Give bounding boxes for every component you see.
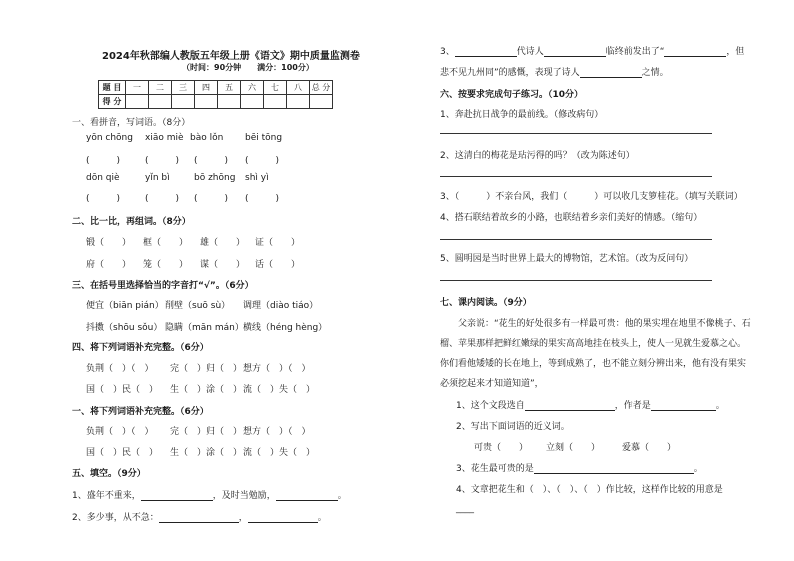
score-header-cell: 题 目 <box>99 81 126 95</box>
r-text: 3、 <box>440 47 455 57</box>
q2-item[interactable]: 锻（ ） <box>86 238 132 248</box>
q1-pinyin: bō zhōng <box>194 173 236 183</box>
score-input-cell[interactable] <box>149 95 172 109</box>
r-q1 <box>456 398 725 411</box>
q1-heading: 一、看拼音，写词语。（8分） <box>72 118 191 128</box>
q2-item[interactable]: 雄（ ） <box>200 238 246 248</box>
q4-heading: 四、将下列词语补充完整。（6分） <box>72 343 209 353</box>
r-text: 临终前发出了“ <box>605 47 665 57</box>
score-table-score-row <box>99 95 333 109</box>
q1-pinyin: bào lǒn <box>190 133 224 143</box>
r-text: 。 <box>715 401 725 411</box>
score-row-label: 得 分 <box>99 95 126 109</box>
q6-blank[interactable] <box>159 513 239 523</box>
sec6-item: 2、这清白的梅花是玷污得的吗？（改为陈述句） <box>440 151 635 161</box>
q2-item[interactable]: 笼（ ） <box>143 260 189 270</box>
score-header-cell: 二 <box>149 81 172 95</box>
score-header-cell: 八 <box>287 81 310 95</box>
sec6-item: 1、奔赴抗日战争的最前线。（修改病句） <box>440 110 604 120</box>
passage-line: 必须挖起来才知道知道”， <box>440 379 544 389</box>
q6-blank[interactable] <box>248 513 318 523</box>
q5-item[interactable]: 国（ ）民（ ） <box>86 448 159 458</box>
r-q3 <box>456 461 703 474</box>
score-input-cell[interactable] <box>218 95 241 109</box>
score-input-cell[interactable] <box>172 95 195 109</box>
q1-answer-blank[interactable]: ( ) <box>145 156 180 166</box>
sec6-heading: 六、按要求完成句子练习。（10分） <box>440 90 584 100</box>
q4-item[interactable]: 生（ ）涂（ ） <box>170 385 243 395</box>
sec7-heading: 七、课内阅读。（9分） <box>440 298 532 308</box>
q2-item[interactable]: 证（ ） <box>255 238 301 248</box>
r-blank[interactable] <box>455 47 517 57</box>
q1-answer-blank[interactable]: ( ) <box>194 194 229 204</box>
r-text: ，作者是 <box>614 401 651 411</box>
q1-pinyin: shì yì <box>245 173 269 183</box>
r-text: 1、这个文段选自 <box>456 401 525 411</box>
score-input-cell[interactable] <box>195 95 218 109</box>
q6-text: ， <box>238 513 248 523</box>
r-q2: 2、写出下面词语的近义词。 <box>456 422 570 432</box>
q6-text: 。 <box>337 491 347 501</box>
r-text: 代诗人 <box>516 47 544 57</box>
q5-item[interactable]: 完（ ）归（ ） <box>170 427 243 437</box>
score-table <box>98 80 333 109</box>
score-input-cell[interactable] <box>264 95 287 109</box>
r-q4-end[interactable]: ____ <box>456 504 474 514</box>
r-q2-word[interactable]: 立刻（ ） <box>546 443 601 453</box>
score-input-cell[interactable] <box>126 95 149 109</box>
q1-pinyin: bēi tōng <box>245 133 283 143</box>
q1-answer-blank[interactable]: ( ) <box>145 194 180 204</box>
q1-pinyin: yōn chōng <box>86 133 133 143</box>
sec6-item: 5、圆明园是当时世界上最大的博物馆，艺术馆。（改为反问句） <box>440 254 694 264</box>
q6-line-2 <box>72 510 327 523</box>
r-blank[interactable] <box>651 401 716 411</box>
r-q3-line-2 <box>440 65 669 78</box>
q3-item[interactable]: 削壁（suō sù） <box>165 301 231 311</box>
q6-text: ，及时当勉励， <box>212 491 276 501</box>
score-header-cell: 六 <box>241 81 264 95</box>
q4-item[interactable]: 想方（ ）（ ） <box>243 364 311 374</box>
q1-answer-blank[interactable]: ( ) <box>86 156 121 166</box>
r-text: 悲不见九州同”的感慨，表现了诗人 <box>440 68 580 78</box>
q3-item[interactable]: 调理（diào tiáo） <box>243 301 319 311</box>
passage-line: 父亲说：“花生的好处很多有一样最可贵：他的果实埋在地里不像桃子、石 <box>458 319 751 329</box>
q4-item[interactable]: 完（ ）归（ ） <box>170 364 243 374</box>
r-text: 。 <box>693 464 703 474</box>
q1-answer-blank[interactable]: ( ) <box>245 194 280 204</box>
r-text: 3、花生最可贵的是 <box>456 464 534 474</box>
r-q2-word[interactable]: 可贵（ ） <box>474 443 529 453</box>
q2-item[interactable]: 框（ ） <box>143 238 189 248</box>
answer-line[interactable] <box>440 133 712 134</box>
q1-answer-blank[interactable]: ( ) <box>86 194 121 204</box>
r-q2-word[interactable]: 爱慕（ ） <box>622 443 677 453</box>
q4-item[interactable]: 负荆（ ）（ ） <box>86 364 154 374</box>
score-header-cell: 总 分 <box>310 81 333 95</box>
q1-pinyin: dōn qiè <box>86 173 120 183</box>
q4-item[interactable]: 国（ ）民（ ） <box>86 385 159 395</box>
q5-item[interactable]: 生（ ）涂（ ） <box>170 448 243 458</box>
q5-heading: 一、将下列词语补充完整。（6分） <box>72 407 209 417</box>
r-q4: 4、文章把花生和（ ）、（ ）、（ ）作比较，这样作比较的用意是 <box>456 485 723 495</box>
q6-blank[interactable] <box>276 491 338 501</box>
sec6-item: 3、（ ）不亲台风，我们（ ）可以收几支箩桂花。（填写关联词） <box>440 192 743 202</box>
score-input-cell[interactable] <box>287 95 310 109</box>
r-blank[interactable] <box>580 68 642 78</box>
q1-answer-blank[interactable]: ( ) <box>245 156 280 166</box>
q1-pinyin: xiāo miè <box>145 133 184 143</box>
r-blank[interactable] <box>525 401 615 411</box>
q3-item[interactable]: 隐瞒（mān mán） <box>165 323 244 333</box>
q3-item[interactable]: 抖擞（shōu sǒu） <box>86 323 163 333</box>
q6-text: 。 <box>317 513 327 523</box>
q6-text: 2、多少事，从不急： <box>72 513 159 523</box>
q5-item[interactable]: 流（ ）失（ ） <box>243 448 316 458</box>
q2-item[interactable]: 话（ ） <box>255 260 301 270</box>
score-table-header-row <box>99 81 333 95</box>
passage-line: 你们看他矮矮的长在地上，等到成熟了，也不能立刻分辨出来，他有没有果实 <box>440 359 747 369</box>
q2-item[interactable]: 府（ ） <box>86 260 132 270</box>
r-blank[interactable] <box>534 464 694 474</box>
exam-title: 2024年秋部编人教版五年级上册《语文》期中质量监测卷 <box>102 51 360 62</box>
q2-heading: 二、比一比，再组词。（8分） <box>72 217 191 227</box>
r-blank[interactable] <box>664 47 726 57</box>
passage-line: 榴、苹果那样把鲜红嫩绿的果实高高地挂在枝头上，使人一见就生爱慕之心。 <box>440 339 747 349</box>
q6-heading: 五、填空。（9分） <box>72 469 146 479</box>
score-header-cell: 三 <box>172 81 195 95</box>
exam-subtitle: （时间：90分钟 满分：100分） <box>182 63 314 72</box>
score-input-cell[interactable] <box>310 95 333 109</box>
q1-pinyin: yǐn bì <box>145 173 170 183</box>
r-blank[interactable] <box>544 47 606 57</box>
sec6-item: 4、搭石联结着故乡的小路，也联结着乡亲们美好的情感。（缩句） <box>440 213 703 223</box>
r-text: ，但 <box>726 47 745 57</box>
score-header-cell: 七 <box>264 81 287 95</box>
q6-line-1 <box>72 488 347 501</box>
score-header-cell: 一 <box>126 81 149 95</box>
q5-item[interactable]: 想方（ ）（ ） <box>243 427 311 437</box>
answer-line[interactable] <box>440 176 712 177</box>
score-header-cell: 四 <box>195 81 218 95</box>
answer-line[interactable] <box>440 280 712 281</box>
score-input-cell[interactable] <box>241 95 264 109</box>
q3-heading: 三、在括号里选择恰当的字音打“√”。（6分） <box>72 281 254 291</box>
q2-item[interactable]: 谋（ ） <box>200 260 246 270</box>
q1-answer-blank[interactable]: ( ) <box>194 156 229 166</box>
q6-text: 1、盛年不重来， <box>72 491 141 501</box>
q3-item[interactable]: 便宜（biān pián） <box>86 301 164 311</box>
q4-item[interactable]: 流（ ）失（ ） <box>243 385 316 395</box>
q3-item[interactable]: 横线（héng hèng） <box>243 323 328 333</box>
q6-blank[interactable] <box>141 491 213 501</box>
q5-item[interactable]: 负荆（ ）（ ） <box>86 427 154 437</box>
answer-line[interactable] <box>440 239 712 240</box>
score-header-cell: 五 <box>218 81 241 95</box>
r-q3-line-1 <box>440 44 744 57</box>
r-text: 之情。 <box>641 68 669 78</box>
